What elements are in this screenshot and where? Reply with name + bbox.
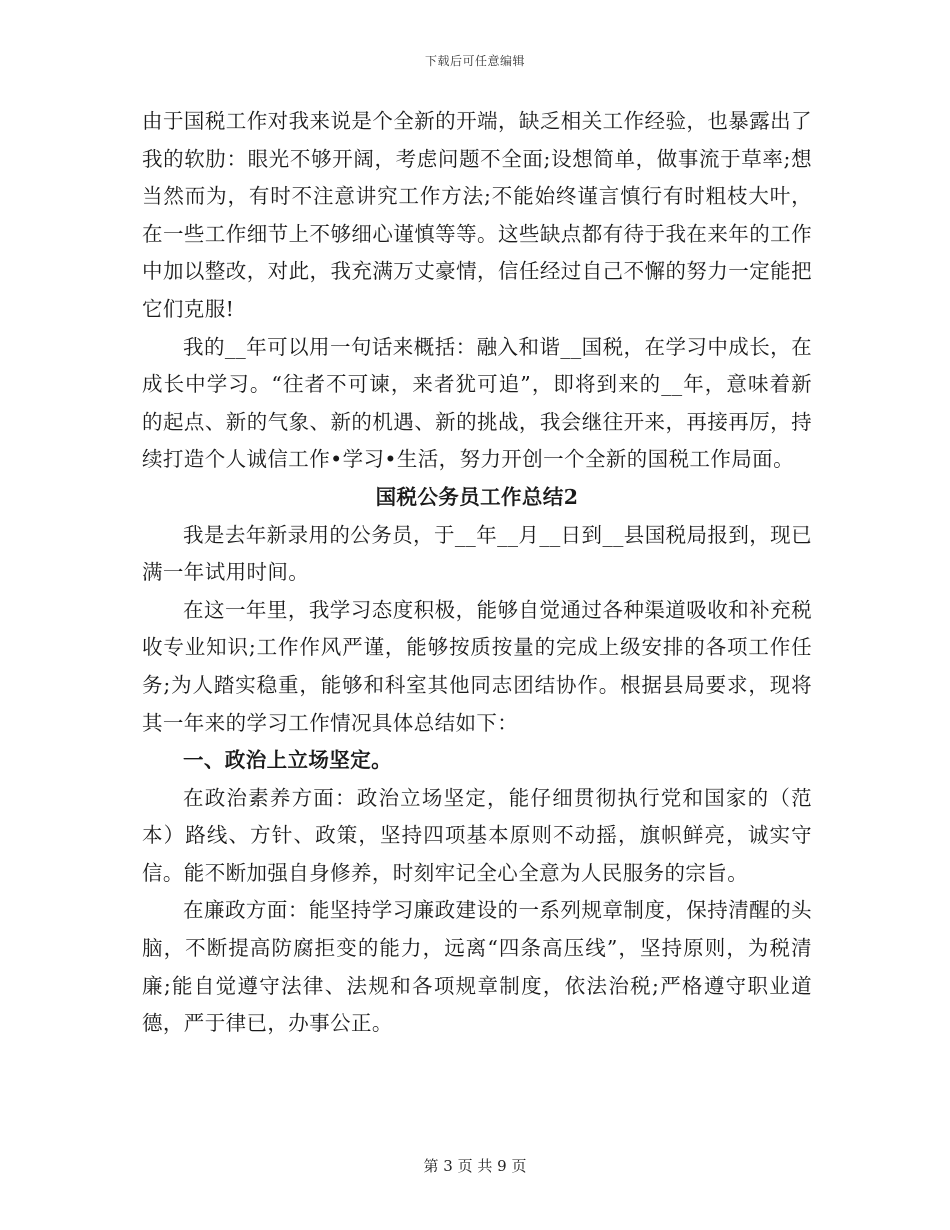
paragraph-1: 由于国税工作对我来说是个全新的开端，缺乏相关工作经验，也暴露出了我的软肋：眼光不够开阔，考虑问题不全面;设想简单，做事流于草率;想当然而为，有时不注意讲究工作方法;不能始终谨言慎行有时粗枝大叶，在一些工作细节上不够细心谨慎等等。这些缺点都有待于我在来年的工作中加以整改，对此，我充满万丈豪情，信任经过自己不懈的努力一定能把它们克服! [142,109,812,321]
page-number: 第 3 页 共 9 页 [423,1157,527,1175]
document-body [142,103,812,1043]
section-title: 国税公务员工作总结2 [375,484,579,509]
paragraph-6: 在廉政方面：能坚持学习廉政建设的一系列规章制度，保持清醒的头脑，不断提高防腐拒变的能力，远离“四条高压线”，坚持原则，为税清廉;能自觉遵守法律、法规和各项规章制度，依法治税;严格遵守职业道德，严于律已，办事公正。 [142,898,812,1036]
page-header-note: 下载后可任意编辑 [424,54,525,68]
paragraph-5: 在政治素养方面：政治立场坚定，能仔细贯彻执行党和国家的（范本）路线、方针、政策，坚持四项基本原则不动摇，旗帜鲜亮，诚实守信。能不断加强自身修养，时刻牢记全心全意为人民服务的宗旨。 [142,785,812,885]
paragraph-3: 我是去年新录用的公务员，于__年__月__日到__县国税局报到，现已满一年试用时间。 [142,522,812,585]
paragraph-4: 在这一年里，我学习态度积极，能够自觉通过各种渠道吸收和补充税收专业知识;工作作风严谨，能够按质按量的完成上级安排的各项工作任务;为人踏实稳重，能够和科室其他同志团结协作。根据县局要求，现将其一年来的学习工作情况具体总结如下： [142,597,812,735]
sub-heading-1: 一、政治上立场坚定。 [183,748,392,773]
paragraph-2: 我的__年可以用一句话来概括：融入和谐__国税，在学习中成长，在成长中学习。“往者不可谏，来者犹可追”，即将到来的__年，意味着新的起点、新的气象、新的机遇、新的挑战，我会继往开来，再接再厉，持续打造个人诚信工作•学习•生活，努力开创一个全新的国税工作局面。 [142,334,812,472]
